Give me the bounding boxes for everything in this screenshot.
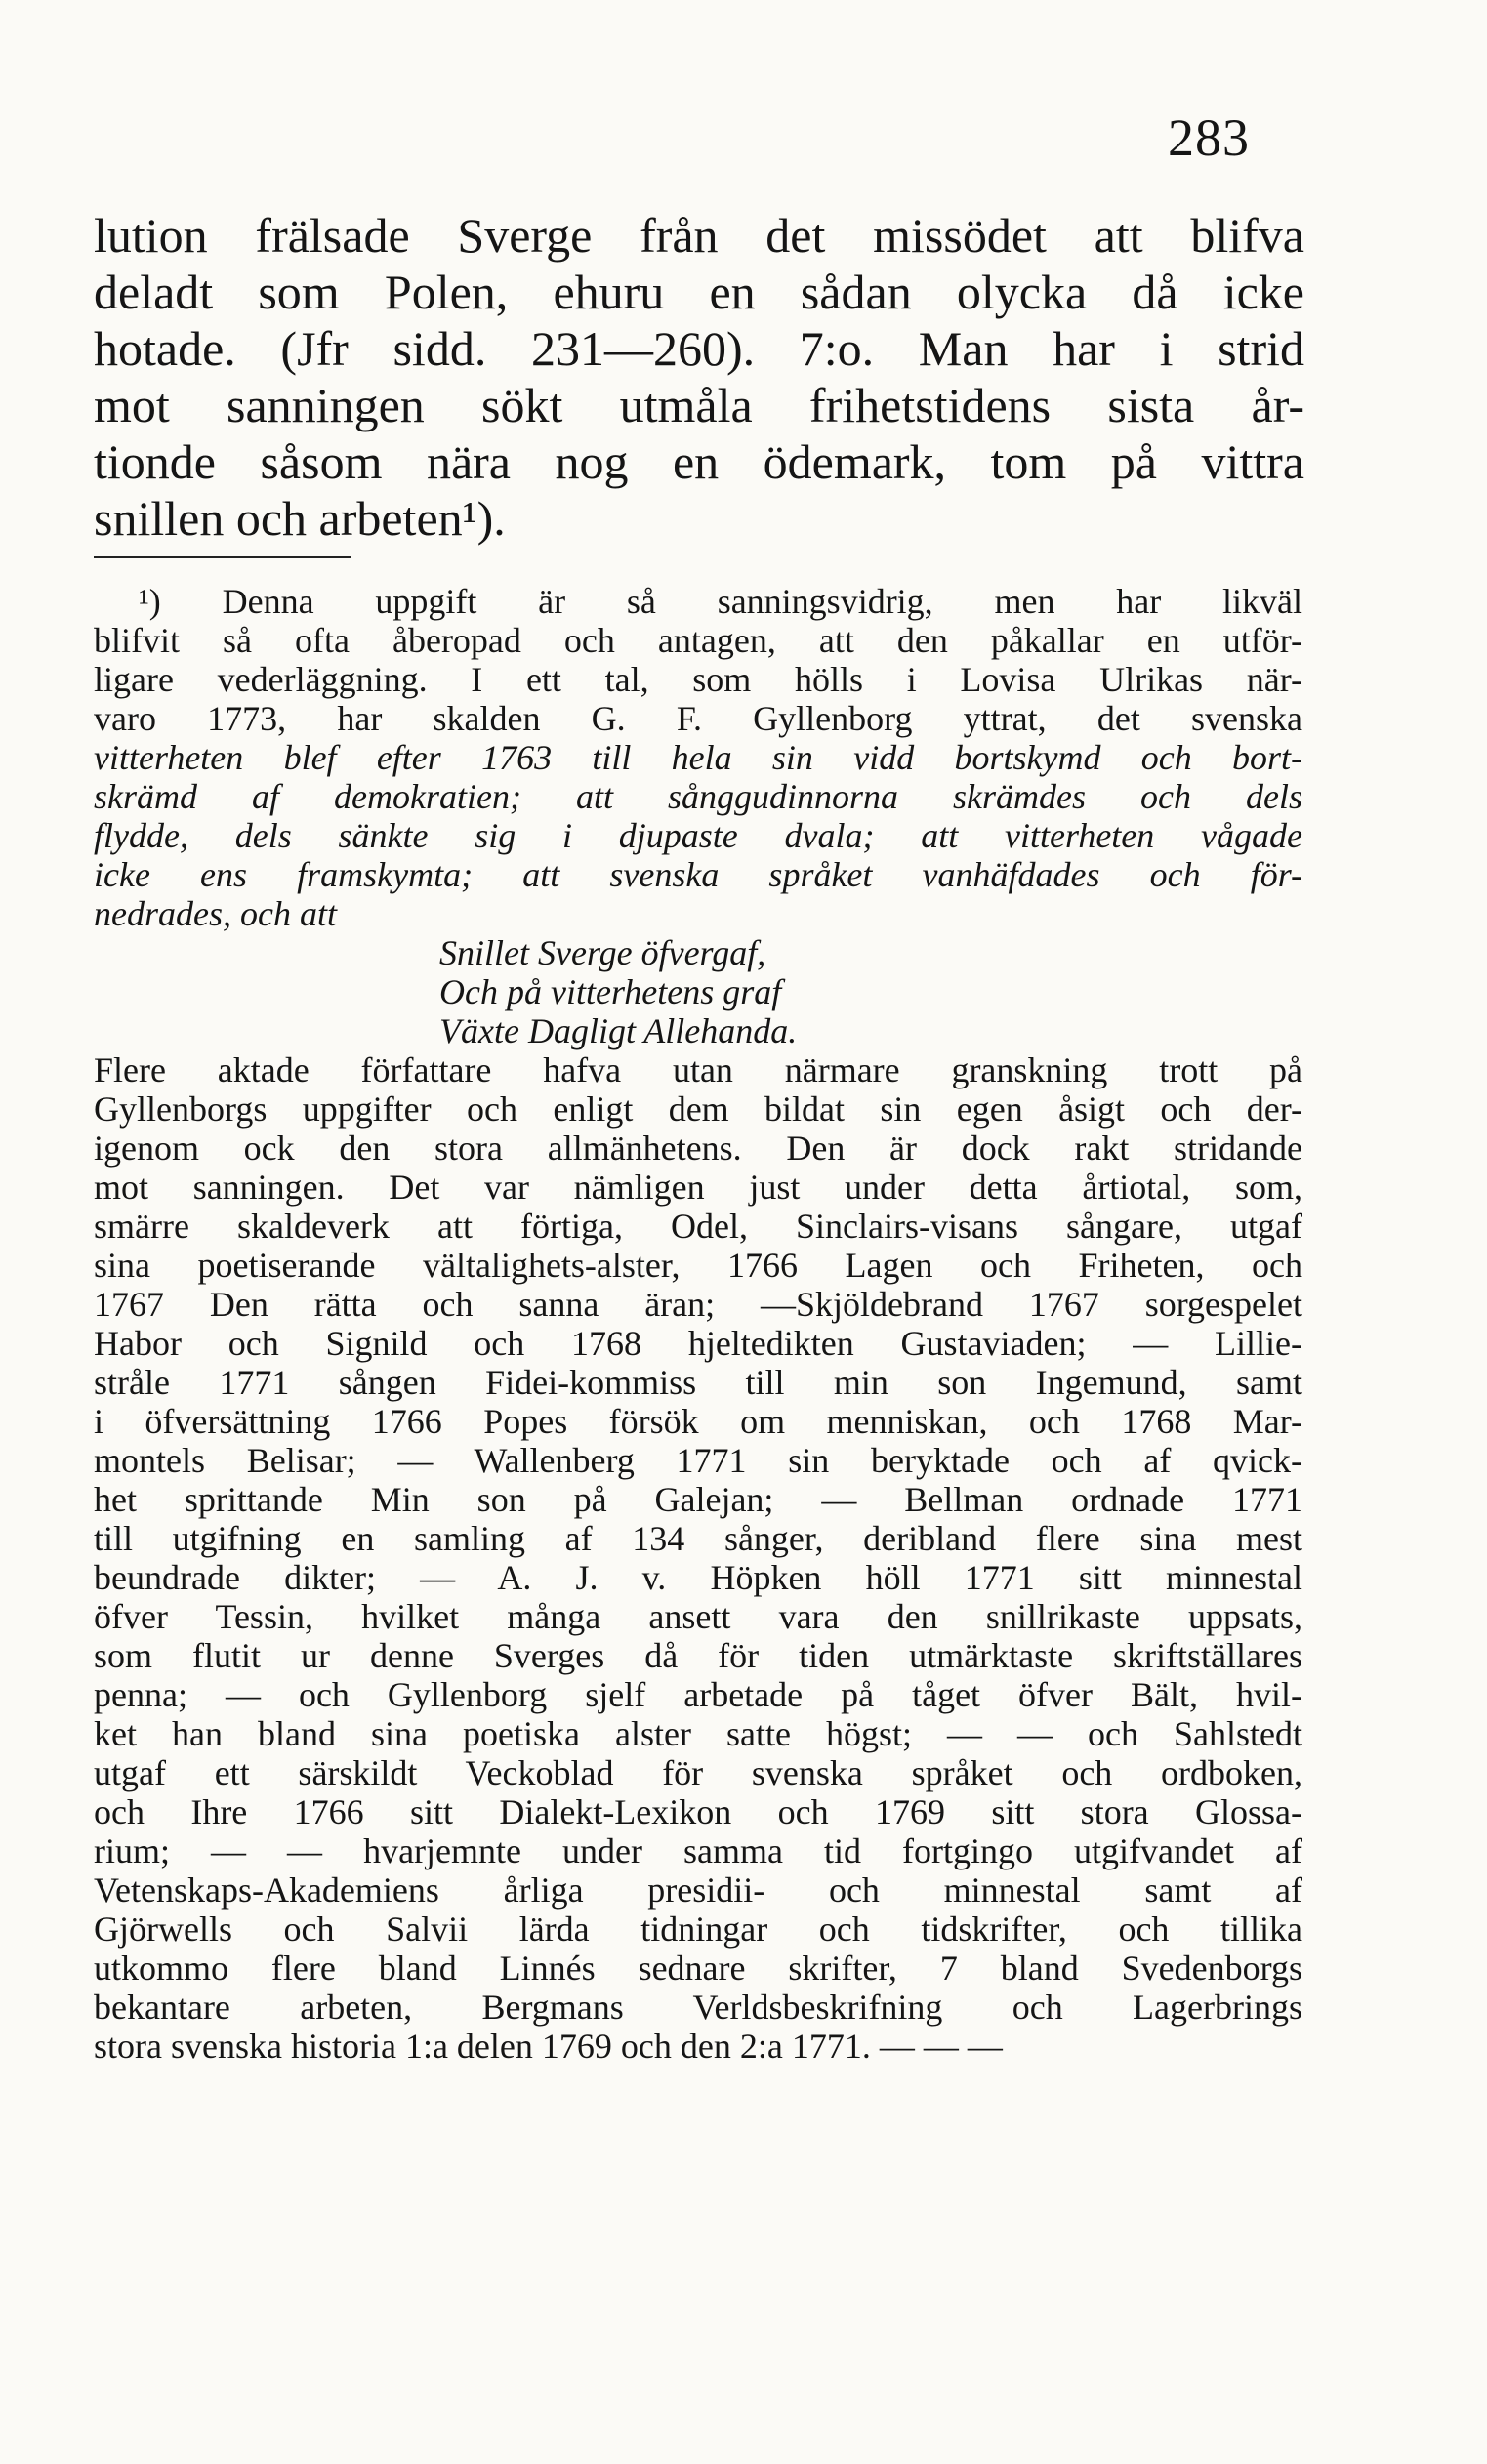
page-number: 283 <box>1168 108 1250 167</box>
footnote-line: till utgifning en samling af 134 sånger, deribland flere sina mest <box>94 1519 1302 1558</box>
footnote-line: Gjörwells och Salvii lärda tidningar och tidskrifter, och tillika <box>94 1910 1302 1949</box>
footnote-line: nedrades, och att <box>94 894 337 933</box>
footnote-line: rium; — — hvarjemnte under samma tid fortgingo utgifvandet af <box>94 1831 1302 1870</box>
footnote-line: Habor och Signild och 1768 hjeltedikten Gustaviaden; — Lillie- <box>94 1324 1302 1363</box>
footnote-line: utkommo flere bland Linnés sednare skrifter, 7 bland Svedenborgs <box>94 1949 1302 1988</box>
footnote-line: mot sanningen. Det var nämligen just under detta årtiotal, som, <box>94 1168 1302 1207</box>
poem-line: Snillet Sverge öfvergaf, <box>439 933 766 972</box>
main-text-line: tionde såsom nära nog en ödemark, tom på vittra <box>94 434 1304 489</box>
footnote-line: ket han bland sina poetiska alster satte högst; — — och Sahlstedt <box>94 1714 1302 1753</box>
main-text-line: deladt som Polen, ehuru en sådan olycka då icke <box>94 265 1304 319</box>
footnote-line: montels Belisar; — Wallenberg 1771 sin beryktade och af qvick- <box>94 1441 1302 1480</box>
footnote-line: stråle 1771 sången Fidei-kommiss till min son Ingemund, samt <box>94 1363 1302 1402</box>
footnote-line: bekantare arbeten, Bergmans Verldsbeskrifning och Lagerbrings <box>94 1988 1302 2027</box>
footnote-line: blifvit så ofta åberopad och antagen, att den påkallar en utför- <box>94 621 1302 660</box>
footnote-line: stora svenska historia 1:a delen 1769 och den 2:a 1771. — — — <box>94 2027 1003 2066</box>
footnote-line: Vetenskaps-Akademiens årliga presidii- och minnestal samt af <box>94 1870 1302 1910</box>
footnote-line: Gyllenborgs uppgifter och enligt dem bildat sin egen åsigt och der- <box>94 1089 1302 1129</box>
footnote-line: beundrade dikter; — A. J. v. Höpken höll 1771 sitt minnestal <box>94 1558 1302 1597</box>
footnote-line: vitterheten blef efter 1763 till hela sin vidd bortskymd och bort- <box>94 738 1302 777</box>
main-text-line: lution frälsade Sverge från det missödet att blifva <box>94 208 1304 263</box>
footnote-line: öfver Tessin, hvilket många ansett vara den snillrikaste uppsats, <box>94 1597 1302 1636</box>
main-text-line: mot sanningen sökt utmåla frihetstidens sista år- <box>94 378 1304 432</box>
footnote-line: och Ihre 1766 sitt Dialekt-Lexikon och 1769 sitt stora Glossa- <box>94 1792 1302 1831</box>
poem-line: Växte Dagligt Allehanda. <box>439 1011 798 1050</box>
footnote-line: penna; — och Gyllenborg sjelf arbetade på tåget öfver Bält, hvil- <box>94 1675 1302 1714</box>
main-text-line: snillen och arbeten¹). <box>94 491 506 546</box>
footnote-line: igenom ock den stora allmänhetens. Den är dock rakt stridande <box>94 1129 1302 1168</box>
footnote-line: varo 1773, har skalden G. F. Gyllenborg yttrat, det svenska <box>94 699 1302 738</box>
footnote-line: skrämd af demokratien; att sånggudinnorna skrämdes och dels <box>94 777 1302 816</box>
footnote-rule <box>94 556 351 558</box>
footnote-marker: ¹) <box>139 582 161 621</box>
footnote-line <box>139 582 1302 621</box>
footnote-line: het sprittande Min son på Galejan; — Bellman ordnade 1771 <box>94 1480 1302 1519</box>
footnote-line: ligare vederläggning. I ett tal, som hölls i Lovisa Ulrikas när- <box>94 660 1302 699</box>
footnote-line: 1767 Den rätta och sanna äran; —Skjöldebrand 1767 sorgespelet <box>94 1285 1302 1324</box>
footnote-line: flydde, dels sänkte sig i djupaste dvala; att vitterheten vågade <box>94 816 1302 855</box>
footnote-first-line: Denna uppgift är så sanningsvidrig, men har likväl <box>222 582 1303 621</box>
main-text-line: hotade. (Jfr sidd. 231—260). 7:o. Man har i strid <box>94 321 1304 376</box>
footnote-line: som flutit ur denne Sverges då för tiden utmärktaste skriftställares <box>94 1636 1302 1675</box>
footnote-line: Flere aktade författare hafva utan närmare granskning trott på <box>94 1050 1302 1089</box>
footnote-line: sina poetiserande vältalighets-alster, 1766 Lagen och Friheten, och <box>94 1246 1302 1285</box>
footnote-line: utgaf ett särskildt Veckoblad för svenska språket och ordboken, <box>94 1753 1302 1792</box>
footnote-line: icke ens framskymta; att svenska språket vanhäfdades och för- <box>94 855 1302 894</box>
poem-line: Och på vitterhetens graf <box>439 972 782 1011</box>
footnote-line: i öfversättning 1766 Popes försök om menniskan, och 1768 Mar- <box>94 1402 1302 1441</box>
footnote-line: smärre skaldeverk att förtiga, Odel, Sinclairs-visans sångare, utgaf <box>94 1207 1302 1246</box>
